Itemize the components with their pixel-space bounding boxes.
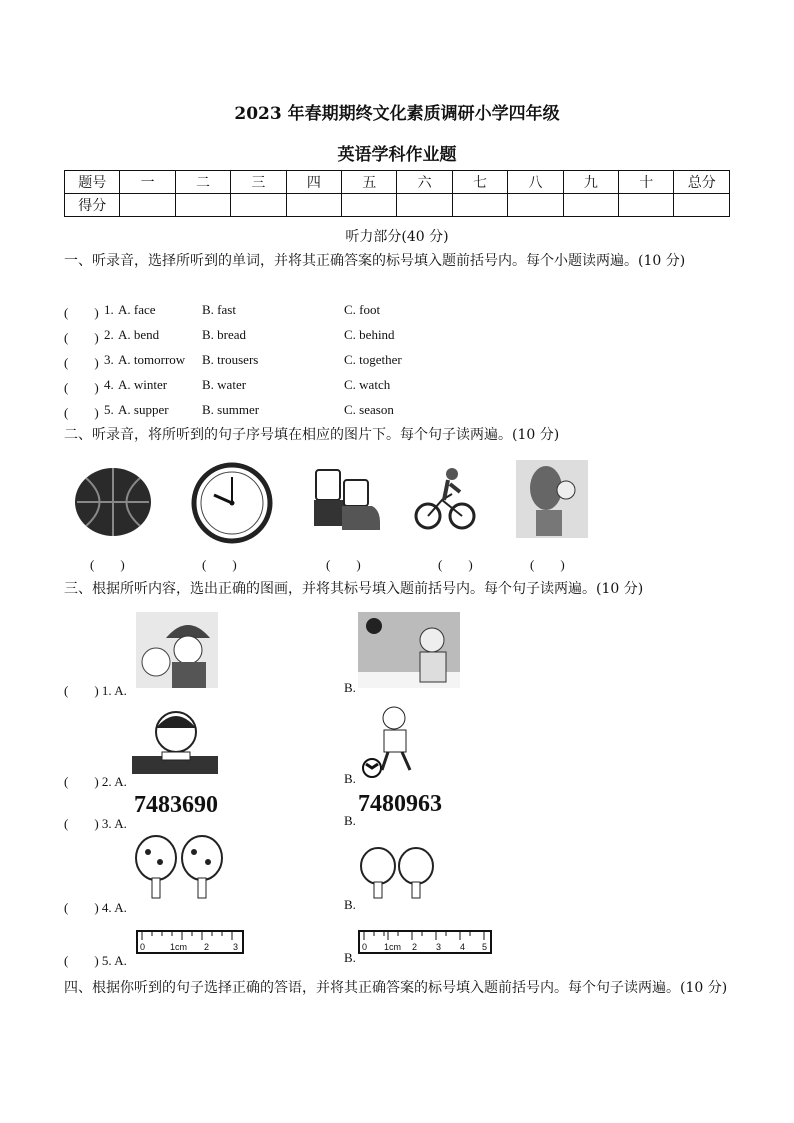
child-writing-picture <box>132 706 218 776</box>
s3-item-2-label[interactable]: ( ) 2. A. <box>64 774 127 789</box>
ruler-3cm-picture <box>136 930 244 956</box>
s3-item-5-label[interactable]: ( ) 5. A. <box>64 953 127 968</box>
ruler-a-labels <box>140 942 239 952</box>
fruit-trees-picture <box>132 834 228 900</box>
ruler-5cm-picture <box>358 930 492 956</box>
score-table-header-row <box>65 171 730 194</box>
item-number: 1. <box>104 302 114 317</box>
listening-header: 听力部分(40 分) <box>345 229 449 245</box>
option-c: C. season <box>344 402 394 417</box>
score-blank[interactable] <box>508 194 563 217</box>
score-cell: 六 <box>397 171 452 194</box>
shoes-picture <box>310 466 382 534</box>
answer-bracket[interactable]: ( ) <box>64 355 99 370</box>
cold-child-picture <box>136 612 218 688</box>
ruler-mark: 1cm <box>384 942 402 952</box>
option-c: C. watch <box>344 377 391 392</box>
trees-picture <box>358 846 436 900</box>
section4-instruction: 四、根据你听到的句子选择正确的答语，并将其正确答案的标号填入题前括号内。每个句子读两遍。(10 分) <box>64 980 728 996</box>
score-cell: 四 <box>286 171 341 194</box>
score-cell: 一 <box>120 171 175 194</box>
score-cell: 八 <box>508 171 563 194</box>
phone-number-b: 7480963 <box>358 791 442 817</box>
option-b: B. summer <box>202 402 260 417</box>
option-a: A. face <box>118 302 156 317</box>
answer-bracket[interactable]: ( ) <box>64 330 99 345</box>
clock-picture <box>190 462 274 544</box>
girl-eating-picture <box>516 460 588 538</box>
score-table-score-row <box>65 194 730 217</box>
ruler-mark: 3 <box>436 942 442 952</box>
score-cell: 三 <box>231 171 286 194</box>
option-c: C. foot <box>344 302 381 317</box>
score-table <box>64 170 730 217</box>
option-b: B. fast <box>202 302 236 317</box>
option-b: B. bread <box>202 327 247 342</box>
option-a: A. supper <box>118 402 169 417</box>
score-blank[interactable] <box>175 194 230 217</box>
score-blank[interactable] <box>563 194 618 217</box>
score-blank[interactable] <box>286 194 341 217</box>
score-cell: 总分 <box>674 171 730 194</box>
ruler-mark: 3 <box>233 942 239 952</box>
s2-blank-1[interactable]: ( ) <box>90 557 125 572</box>
ruler-mark: 2 <box>204 942 210 952</box>
s3-item-3-label[interactable]: ( ) 3. A. <box>64 816 127 831</box>
s3-item-1-label[interactable]: ( ) 1. A. <box>64 683 127 698</box>
ruler-mark: 4 <box>460 942 466 952</box>
s3-item-4-option-b: B. <box>344 897 356 912</box>
s3-item-3-option-b: B. <box>344 813 356 828</box>
item-number: 2. <box>104 327 114 342</box>
option-c: C. together <box>344 352 402 367</box>
s2-blank-5[interactable]: ( ) <box>530 557 565 572</box>
s3-item-2-option-b: B. <box>344 771 356 786</box>
item-number: 5. <box>104 402 114 417</box>
exam-subtitle: 英语学科作业题 <box>337 145 457 165</box>
option-a: A. winter <box>118 377 168 392</box>
ruler-mark: 5 <box>482 942 488 952</box>
score-cell: 七 <box>452 171 507 194</box>
score-cell: 题号 <box>65 171 120 194</box>
score-cell: 九 <box>563 171 618 194</box>
s3-item-4-label[interactable]: ( ) 4. A. <box>64 900 127 915</box>
ruler-mark: 1cm <box>170 942 188 952</box>
answer-bracket[interactable]: ( ) <box>64 405 99 420</box>
answer-bracket[interactable]: ( ) <box>64 305 99 320</box>
s2-blank-2[interactable]: ( ) <box>202 557 237 572</box>
score-blank[interactable] <box>231 194 286 217</box>
s2-blank-4[interactable]: ( ) <box>438 557 473 572</box>
basketball-picture <box>72 466 154 538</box>
ruler-mark: 2 <box>412 942 418 952</box>
item-number: 3. <box>104 352 114 367</box>
item-number: 4. <box>104 377 114 392</box>
score-cell: 五 <box>342 171 397 194</box>
score-blank[interactable] <box>342 194 397 217</box>
exam-title: 2023 年春期期终文化素质调研小学四年级 <box>234 104 560 124</box>
score-label: 得分 <box>65 194 120 217</box>
option-b: B. trousers <box>202 352 259 367</box>
ruler-mark: 0 <box>140 942 146 952</box>
section2-instruction: 二、听录音，将所听到的句子序号填在相应的图片下。每个句子读两遍。(10 分) <box>64 427 560 443</box>
option-c: C. behind <box>344 327 395 342</box>
score-blank[interactable] <box>619 194 674 217</box>
section1-instruction: 一、听录音，选择所听到的单词，并将其正确答案的标号填入题前括号内。每个小题读两遍。(10 分) <box>64 253 686 269</box>
section3-instruction: 三、根据所听内容，选出正确的图画，并将其标号填入题前括号内。每个句子读两遍。(10 分) <box>64 581 644 597</box>
s3-item-1-option-b: B. <box>344 680 356 695</box>
answer-bracket[interactable]: ( ) <box>64 380 99 395</box>
ruler-b-labels <box>362 942 488 952</box>
s3-item-5-option-b: B. <box>344 950 356 965</box>
score-cell: 二 <box>175 171 230 194</box>
s2-blank-3[interactable]: ( ) <box>326 557 361 572</box>
phone-number-a: 7483690 <box>134 792 218 818</box>
score-blank[interactable] <box>674 194 730 217</box>
hot-sun-picture <box>358 612 460 688</box>
boy-football-picture <box>360 704 432 778</box>
score-blank[interactable] <box>452 194 507 217</box>
option-a: A. tomorrow <box>118 352 186 367</box>
score-blank[interactable] <box>397 194 452 217</box>
cycling-picture <box>414 466 476 532</box>
ruler-mark: 0 <box>362 942 368 952</box>
score-blank[interactable] <box>120 194 175 217</box>
score-cell: 十 <box>619 171 674 194</box>
option-b: B. water <box>202 377 247 392</box>
option-a: A. bend <box>118 327 160 342</box>
